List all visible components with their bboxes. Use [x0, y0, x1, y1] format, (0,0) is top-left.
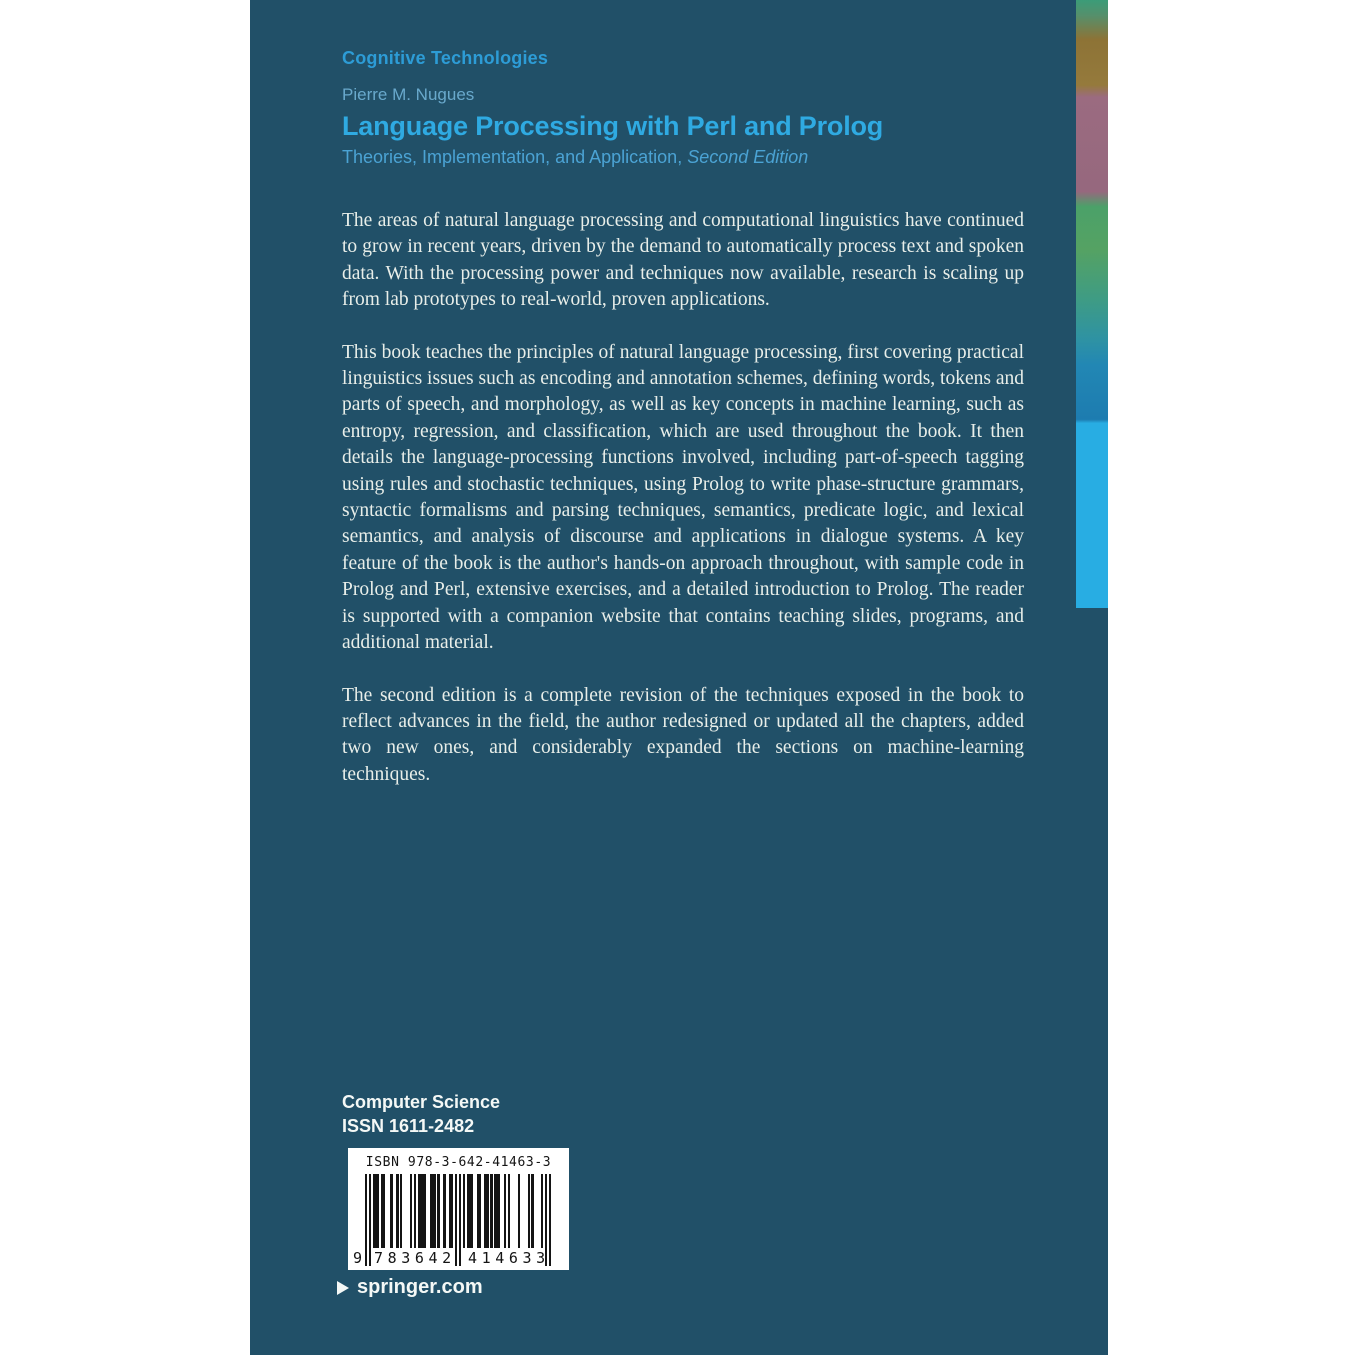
book-title: Language Processing with Perl and Prolog [342, 111, 884, 141]
barcode-digits-group1: 783642 [374, 1249, 456, 1267]
subject-category: Computer Science [342, 1092, 501, 1112]
isbn-label: ISBN 978-3-642-41463-3 [365, 1155, 552, 1170]
blurb-paragraph-1: The areas of natural language processing and computational linguistics have continued to grow in recent years, driven by the demand to automatically process text and spoken data. With the processing power and techniques now available, research is scaling up from lab prototypes to real-world, proven applications. [342, 210, 1024, 311]
blurb-paragraph-2: This book teaches the principles of natural language processing, first covering practical linguistics issues such as encoding and annotation schemes, defining words, tokens and parts of speech, and morphology, as well as key concepts in machine learning, such as entropy, regression, and classification, which are used throughout the book. It then details the language-processing functions involved, including part-of-speech tagging using rules and stochastic techniques, using Prolog to write phase-structure grammars, syntactic formalisms and parsing techniques, semantics, predicate logic, and lexical semantics, and analysis of discourse and applications in dialogue systems. A key feature of the book is the author's hands-on approach throughout, with sample code in Prolog and Perl, extensive exercises, and a detailed introduction to Prolog. The reader is supported with a companion website that contains teaching slides, programs, and additional material. [342, 341, 1024, 654]
subtitle-edition: Second Edition [687, 147, 809, 167]
book-back-cover [250, 0, 1108, 1355]
description-blurb [342, 208, 1024, 814]
barcode-digits-group2: 414633 [468, 1249, 550, 1267]
spine-color-stripe [1076, 0, 1108, 608]
series-title: Cognitive Technologies [342, 48, 549, 68]
book-subtitle [342, 147, 808, 168]
author-name: Pierre M. Nugues [342, 85, 475, 104]
barcode-digit-lead: 9 [353, 1249, 363, 1267]
triangle-icon [337, 1281, 349, 1295]
publisher-url: springer.com [357, 1276, 483, 1298]
blurb-paragraph-3: The second edition is a complete revision of the techniques exposed in the book to reflect advances in the field, the author redesigned or updated all the chapters, added two new ones, and considerably expanded the sections on machine-learning techniques. [342, 684, 1024, 785]
publisher-logo [337, 1276, 483, 1299]
issn-number: ISSN 1611-2482 [342, 1116, 475, 1136]
isbn-barcode [348, 1148, 569, 1270]
subtitle-text: Theories, Implementation, and Application, [342, 147, 688, 167]
